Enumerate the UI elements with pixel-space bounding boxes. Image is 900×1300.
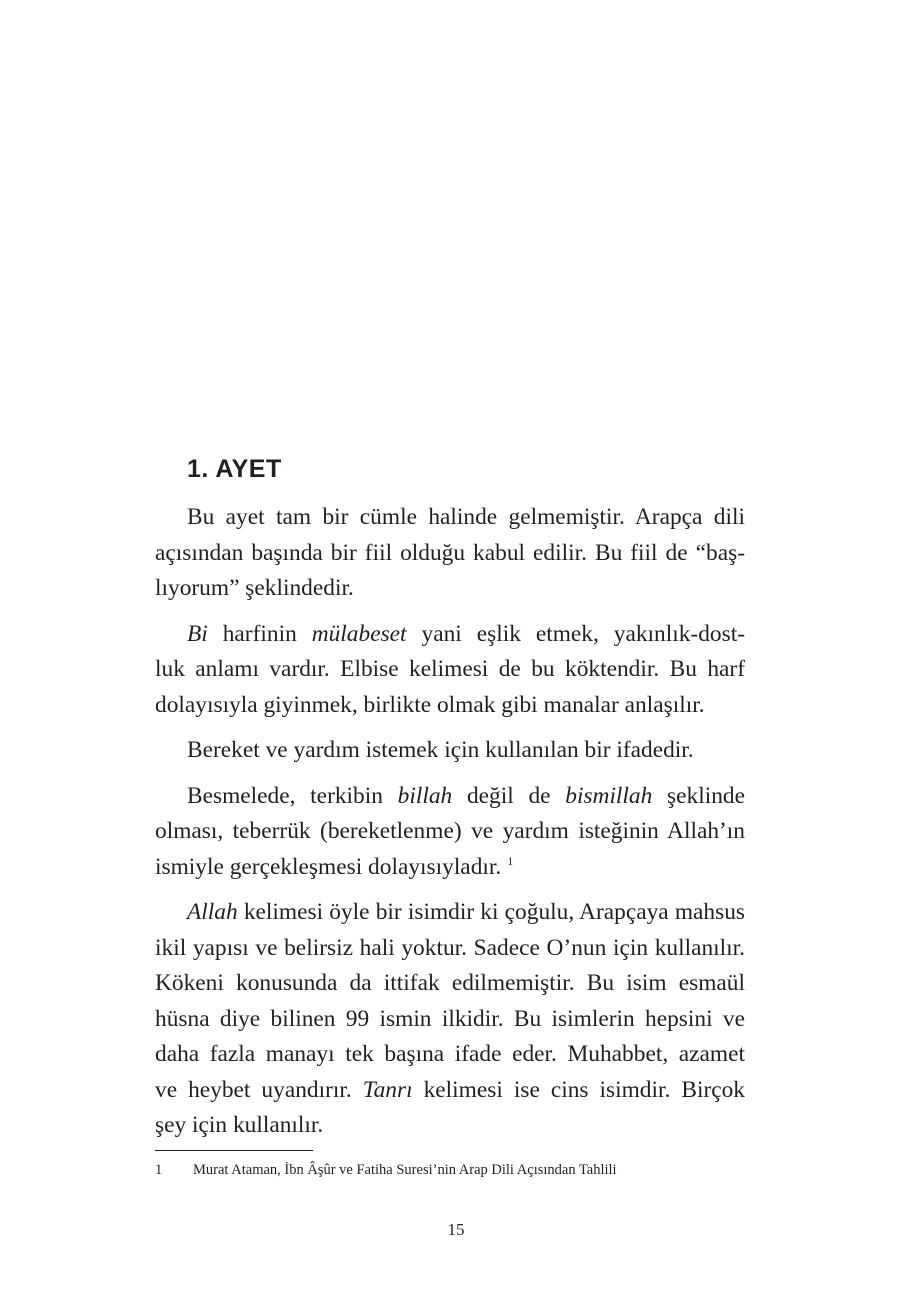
body-text bbox=[155, 500, 745, 1154]
text-run: ismiyle gerçekleşmesi dolayısıyladır. bbox=[155, 853, 502, 880]
text-line: dolayısıyla giyinmek, birlikte olmak gibi manalar anlaşılır. bbox=[155, 691, 705, 718]
text-line: açısından başında bir fiil olduğu kabul edilir. Bu fiil de “baş- bbox=[155, 539, 745, 566]
italic-term: Tanrı bbox=[362, 1076, 413, 1103]
footnote-reference[interactable]: 1 bbox=[507, 853, 514, 868]
text-line: Bu ayet tam bir cümle halinde gelmemiştir. Arapça dili bbox=[187, 504, 745, 530]
italic-term: Allah bbox=[187, 899, 238, 925]
text-line: lıyorum” şeklindedir. bbox=[155, 575, 354, 601]
text-run: şeklinde bbox=[652, 782, 745, 809]
text-line: luk anlamı vardır. Elbise kelimesi de bu köktendir. Bu harf bbox=[155, 656, 745, 682]
text-line: daha fazla manayı tek başına ifade eder. Muhabbet, azamet bbox=[155, 1041, 745, 1067]
text-line: hüsna diye bilinen 99 ismin ilkidir. Bu isimlerin hepsini ve bbox=[155, 1005, 745, 1032]
text-run: Besmelede, terkibin bbox=[187, 782, 398, 809]
italic-term: Bi bbox=[187, 620, 208, 647]
paragraph-3 bbox=[155, 733, 745, 769]
text-run: değil de bbox=[452, 782, 566, 809]
text-line bbox=[155, 779, 745, 815]
text-line: şey için kullanılır. bbox=[155, 1112, 324, 1138]
footnote-text: Murat Ataman, İbn Âşûr ve Fatiha Suresi’nin Arap Dili Açısından Tahlili bbox=[193, 1162, 617, 1178]
paragraph-4 bbox=[155, 779, 745, 886]
footnote-number: 1 bbox=[155, 1162, 163, 1178]
italic-term: bismillah bbox=[565, 782, 653, 809]
text-run: yani eşlik etmek, yakınlık-dost- bbox=[406, 620, 745, 647]
paragraph-1 bbox=[155, 500, 745, 607]
text-run: harfinin bbox=[207, 620, 312, 647]
italic-term: mülabeset bbox=[311, 620, 407, 647]
text-line bbox=[155, 895, 745, 931]
page-number: 15 bbox=[447, 1220, 465, 1239]
paragraph-5 bbox=[155, 895, 745, 1144]
text-run: ve heybet uyandırır. bbox=[155, 1076, 363, 1103]
text-line: ikil yapısı ve belirsiz hali yoktur. Sadece O’nun için kullanılır. bbox=[155, 934, 745, 961]
text-line: Bereket ve yardım istemek için kullanılan bir ifadedir. bbox=[187, 737, 694, 763]
text-line bbox=[155, 1073, 745, 1109]
italic-term: billah bbox=[397, 782, 453, 809]
text-line: Kökeni konusunda da ittifak edilmemiştir. Bu isim esmaül bbox=[155, 970, 745, 996]
text-line: olması, teberrük (bereketlenme) ve yardım isteğinin Allah’ın bbox=[155, 818, 745, 844]
text-line bbox=[155, 850, 745, 886]
text-run: kelimesi ise cins isimdir. Birçok bbox=[412, 1076, 746, 1103]
text-line bbox=[155, 617, 745, 653]
section-heading: 1. AYET bbox=[187, 455, 282, 483]
footnote bbox=[155, 1160, 755, 1180]
footnote-divider bbox=[155, 1150, 313, 1151]
paragraph-2 bbox=[155, 617, 745, 724]
text-run: kelimesi öyle bir isimdir ki çoğulu, Arapçaya mahsus bbox=[237, 899, 745, 925]
